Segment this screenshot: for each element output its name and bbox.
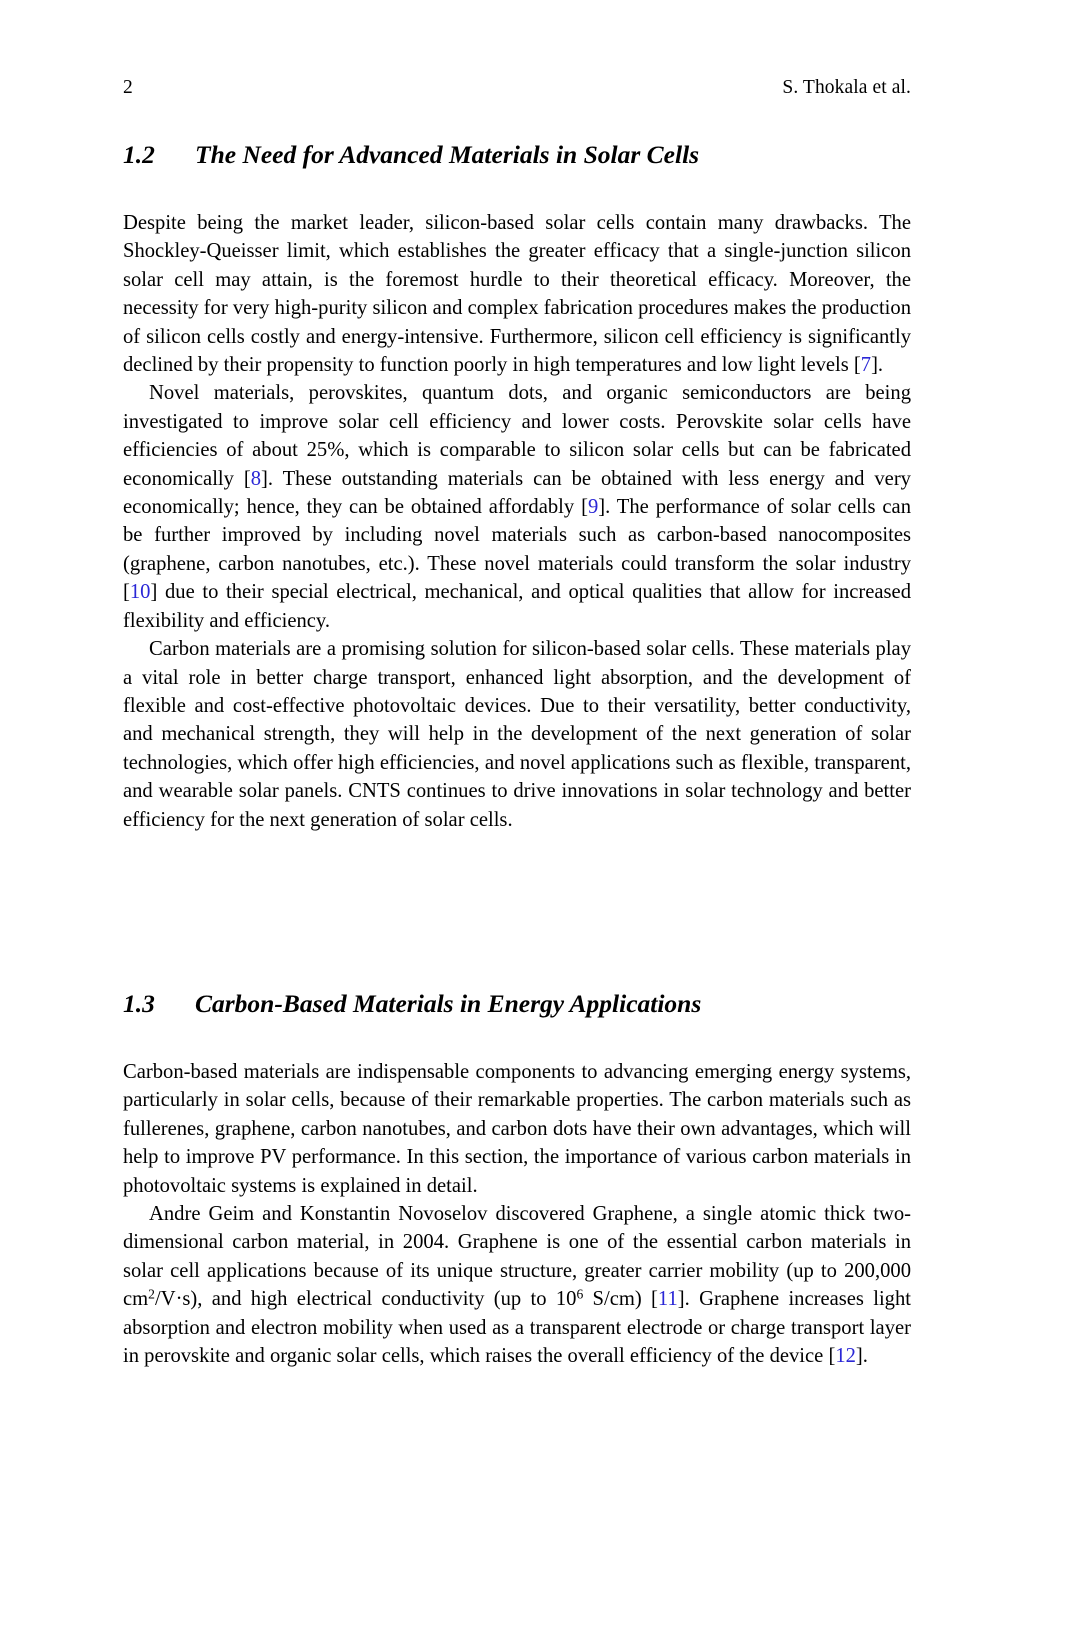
citation-reference[interactable]: 11 <box>657 1288 678 1311</box>
citation-reference[interactable]: 7 <box>860 354 872 377</box>
section-number: 1.3 <box>123 989 155 1018</box>
section-number: 1.2 <box>123 140 155 169</box>
body-paragraph: Carbon materials are a promising solution for silicon-based solar cells. These materials play a vital role in better charge transport, enhanced light absorption, and the development of flexible and cost-effective photovoltaic devices. Due to their versatility, better conductivity, and mechanical strength, they will help in the development of the next generation of solar technologies, which offer high efficiencies, and novel applications such as flexible, transparent, and wearable solar panels. CNTS continues to drive innovations in solar technology and better efficiency for the next generation of solar cells. <box>123 638 911 831</box>
citation-reference[interactable]: 12 <box>835 1345 856 1368</box>
citation-reference[interactable]: 8 <box>250 467 262 490</box>
body-paragraph: Novel materials, perovskites, quantum dots, and organic semiconductors are being investigated to improve solar cell efficiency and lower costs. Perovskite solar cells have efficiencies of about 25%, which is comparable to silicon solar cells but can be fabricated economically [8]. These outstanding materials can be obtained with less energy and very economically; hence, they can be obtained affordably [9]. The performance of solar cells can be further improved by including novel materials such as carbon-based nanocomposites (graphene, carbon nanotubes, etc.). These novel materials could transform the solar industry [10] due to their special electrical, mechanical, and optical qualities that allow for increased flexibility and efficiency. <box>123 382 911 632</box>
citation-reference[interactable]: 9 <box>587 496 599 519</box>
section-1-3-body <box>123 1058 911 1370</box>
section-1-3-heading-container <box>123 988 911 1020</box>
section-title: Carbon-Based Materials in Energy Applications <box>195 989 702 1018</box>
running-head-authors: S. Thokala et al. <box>782 77 911 98</box>
body-paragraph: Carbon-based materials are indispensable components to advancing emerging energy systems, particularly in solar cells, because of their remarkable properties. The carbon materials such as fullerenes, graphene, carbon nanotubes, and carbon dots have their own advantages, which will help to improve PV performance. In this section, the importance of various carbon materials in photovoltaic systems is explained in detail. <box>123 1061 911 1197</box>
section-heading <box>123 139 911 171</box>
section-1-2-heading-container <box>123 139 911 171</box>
section-heading <box>123 988 911 1020</box>
page-number: 2 <box>123 77 133 98</box>
superscript: 2 <box>148 1286 155 1302</box>
running-head <box>123 76 911 99</box>
section-1-2-body <box>123 209 911 834</box>
body-paragraph: Andre Geim and Konstantin Novoselov discovered Graphene, a single atomic thick two-dimensional carbon material, in 2004. Graphene is one of the essential carbon materials in solar cell applications because of its unique structure, greater carrier mobility (up to 200,000 $cm^2/V\cdot s$), and high electrical conductivity (up to $10^6$ S/cm) [11]. Graphene increases light absorption and electron mobility when used as a transparent electrode or charge transport layer in perovskite and organic solar cells, which raises the overall efficiency of the device [12]. <box>123 1203 911 1368</box>
section-title: The Need for Advanced Materials in Solar Cells <box>195 140 700 169</box>
superscript: 6 <box>576 1286 584 1302</box>
body-paragraph: Despite being the market leader, silicon-based solar cells contain many drawbacks. The Shockley-Queisser limit, which establishes the greater efficacy that a single-junction silicon solar cell may attain, is the foremost hurdle to their theoretical efficacy. Moreover, the necessity for very high-purity silicon and complex fabrication procedures makes the production of silicon cells costly and energy-intensive. Furthermore, silicon cell efficiency is significantly declined by their propensity to function poorly in high temperatures and low light levels [7]. <box>123 212 911 377</box>
citation-reference[interactable]: 10 <box>129 581 151 604</box>
